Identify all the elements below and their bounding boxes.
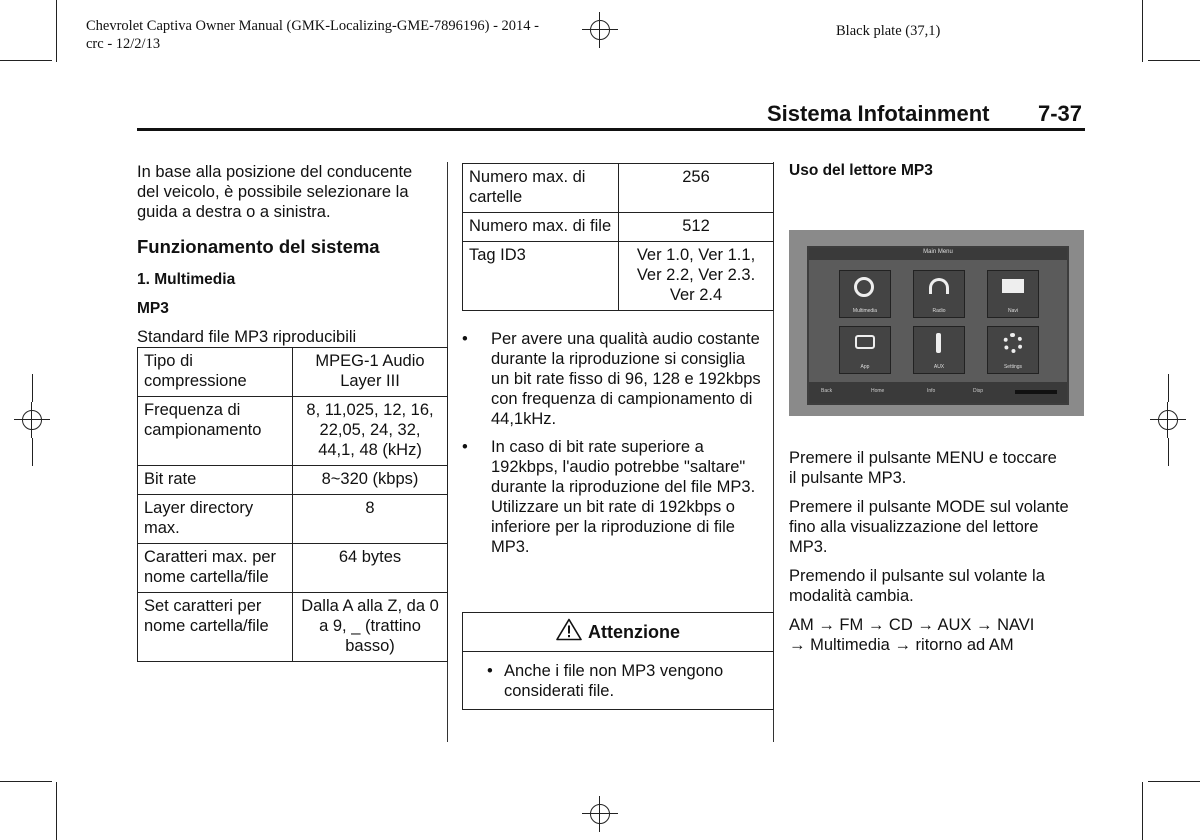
table-cell-label: Frequenza di campionamento [138,397,293,466]
navi-icon [1002,279,1024,293]
table-row [138,466,448,495]
table-cell-value: MPEG-1 Audio Layer III [293,348,448,397]
table-cell-value: 256 [619,164,774,213]
page-number: 7-37 [1038,101,1083,126]
tile-label: AUX [933,364,945,370]
registration-tick [1168,438,1169,466]
instruction-paragraph: Premere il pulsante MODE sul volante fino alla visualizzazione del lettore MP3. [789,498,1069,556]
table-caption: Standard file MP3 riproducibili [137,328,357,346]
table-cell-label: Set caratteri per nome cartella/file [138,593,293,662]
crop-mark [56,782,57,840]
menu-tile[interactable] [987,270,1039,318]
table-cell-value: 8~320 (kbps) [293,466,448,495]
list-item [462,437,762,557]
registration-mark-top [582,12,618,48]
registration-mark-bottom [582,796,618,832]
screen-bottom-button[interactable]: Info [927,388,936,394]
doc-info-line-2: crc - 12/2/13 [86,36,161,52]
screen-bottom-button[interactable]: Back [821,388,833,394]
caution-box [462,612,774,710]
table-cell-value: 8 [293,495,448,544]
table-cell-label: Numero max. di file [463,213,619,242]
crop-mark [0,60,52,61]
table-cell-value: 512 [619,213,774,242]
aux-icon [936,333,941,353]
multimedia-subheading: 1. Multimedia [137,271,236,288]
screen-title: Main Menu [923,249,953,255]
list-item [462,329,762,429]
doc-info-line-1: Chevrolet Captiva Owner Manual (GMK-Localizing-GME-7896196) - 2014 - [86,18,540,34]
app-icon [855,335,875,349]
crop-mark [1148,781,1200,782]
tile-label: App [860,364,870,370]
table-cell-value: 64 bytes [293,544,448,593]
menu-tile[interactable] [839,326,891,374]
settings-gear-icon [1003,333,1023,353]
table-cell-value: Ver 1.0, Ver 1.1, Ver 2.2, Ver 2.3. Ver 2.4 [619,242,774,311]
table-row [138,544,448,593]
screen-display [807,246,1069,405]
crop-mark [0,781,52,782]
screen-slider-bar [1015,390,1057,394]
column-2 [462,163,774,565]
caution-list [487,661,763,701]
system-heading: Funzionamento del sistema [137,236,380,257]
table-cell-value: 8, 11,025, 12, 16, 22,05, 24, 32, 44,1, 48 (kHz) [293,397,448,466]
crop-mark [1148,60,1200,61]
bullet-icon: • [462,330,468,348]
mp3-subheading: MP3 [137,300,169,317]
warning-icon [556,618,582,641]
table-row [138,593,448,662]
list-item-text: Per avere una qualità audio costante durante la riproduzione si consiglia un bit rate fisso di 96, 128 e 192kbps con frequenza di campionamento di 44,1kHz. [491,330,761,428]
crop-mark [56,0,57,62]
limits-table [462,163,774,311]
instruction-paragraph: Premere il pulsante MENU e toccare il pulsante MP3. [789,449,1057,487]
column-1 [137,162,445,662]
list-item-text: In caso di bit rate superiore a 192kbps, l'audio potrebbe "saltare" durante la riproduzione del file MP3. Utilizzare un bit rate di 192kbps o inferiore per la riproduzione di file MP3. [491,438,756,556]
mp3-player-heading: Uso del lettore MP3 [789,162,933,179]
section-title: Sistema Infotainment [767,101,990,126]
radio-icon [929,278,949,294]
crop-mark [1142,0,1143,62]
table-row [463,164,774,213]
intro-paragraph: In base alla posizione del conducente del veicolo, è possibile selezionare la guida a destra o a sinistra. [137,163,413,221]
instruction-paragraph: Premendo il pulsante sul volante la modalità cambia. [789,567,1045,605]
menu-tile[interactable] [987,326,1039,374]
notes-list [462,329,762,557]
table-cell-label: Layer directory max. [138,495,293,544]
mode-sequence-line-1: AM → FM → CD → AUX → NAVI [789,616,1035,634]
screen-title-bar [809,248,1067,260]
crop-mark [1142,782,1143,840]
table-row [463,213,774,242]
caution-header [463,613,773,652]
header-rule [137,128,1085,131]
column-3-text [789,448,1081,655]
table-row [138,348,448,397]
tile-label: Settings [1003,364,1023,370]
table-cell-label: Bit rate [138,466,293,495]
bullet-icon: • [487,662,493,680]
list-item [487,661,763,701]
menu-tile[interactable] [913,270,965,318]
screen-bottom-button[interactable]: Disp [973,388,984,394]
registration-tick [32,374,33,402]
table-row [463,242,774,311]
table-row [138,495,448,544]
plate-info: Black plate (37,1) [836,23,941,39]
table-cell-value: Dalla A alla Z, da 0 a 9, _ (trattino basso) [293,593,448,662]
mp3-spec-table [137,347,448,662]
mode-sequence-line-2: → Multimedia → ritorno ad AM [789,636,1014,654]
screen-bottom-bar [809,382,1067,403]
registration-tick [32,438,33,466]
screen-bottom-button[interactable]: Home [871,388,885,394]
menu-tile[interactable] [913,326,965,374]
table-row [138,397,448,466]
multimedia-icon [854,277,874,297]
caution-text: Anche i file non MP3 vengono considerati file. [504,662,724,700]
table-cell-label: Tag ID3 [463,242,619,311]
bullet-icon: • [462,438,468,456]
table-cell-label: Numero max. di cartelle [463,164,619,213]
registration-mark-right [1150,402,1186,438]
table-cell-label: Caratteri max. per nome cartella/file [138,544,293,593]
tile-label: Navi [1007,308,1018,314]
tile-label: Multimedia [852,308,878,314]
table-cell-label: Tipo di compressione [138,348,293,397]
menu-tile[interactable] [839,270,891,318]
infotainment-screen-photo [789,230,1084,416]
caution-title: Attenzione [588,622,680,642]
registration-mark-left [14,402,50,438]
tile-label: Radio [932,308,946,314]
registration-tick [1168,374,1169,402]
